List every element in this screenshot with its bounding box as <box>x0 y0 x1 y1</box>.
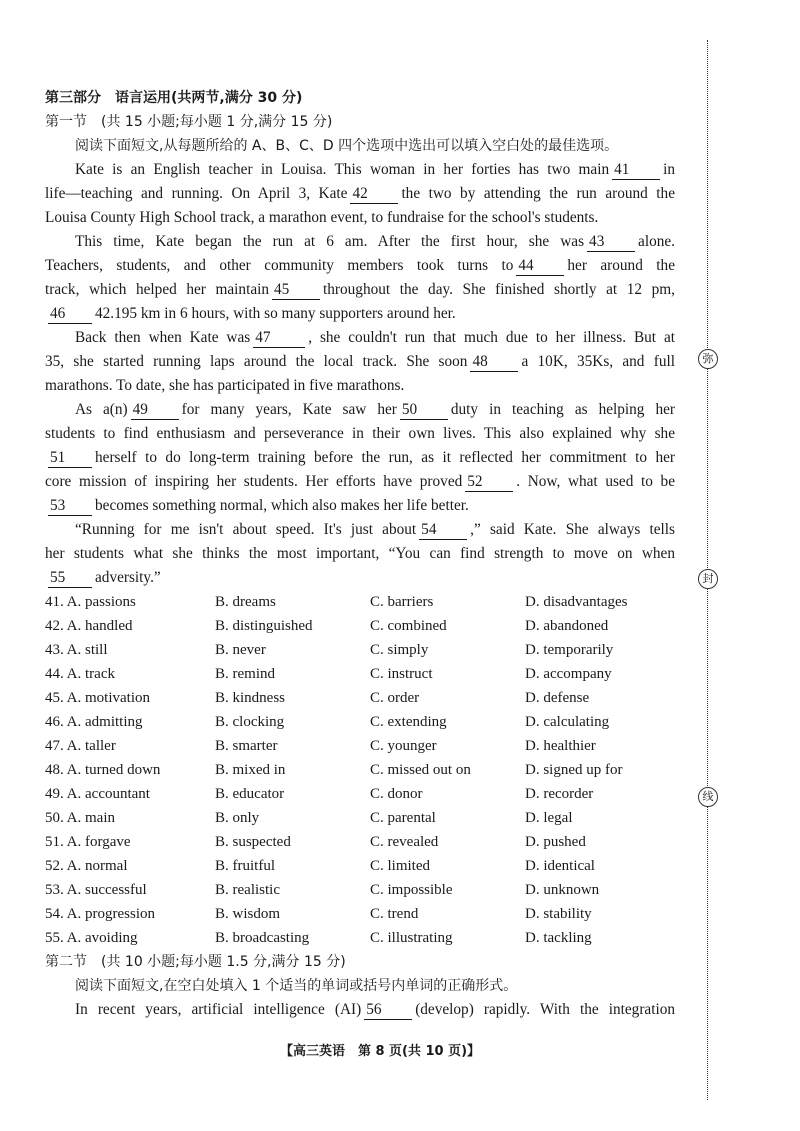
seal-mi: 弥 <box>698 349 718 369</box>
blank-52[interactable]: 52 <box>465 473 513 492</box>
part1-title: 第一节 (共 15 小题;每小题 1 分,满分 15 分) <box>45 114 333 130</box>
blank-43[interactable]: 43 <box>587 233 635 252</box>
option-b[interactable]: B. broadcasting <box>215 930 310 946</box>
blank-47[interactable]: 47 <box>253 329 305 348</box>
option-row <box>45 782 675 806</box>
option-b[interactable]: B. smarter <box>215 738 278 754</box>
option-b[interactable]: B. educator <box>215 786 285 802</box>
option-c[interactable]: C. illustrating <box>370 930 453 946</box>
options-list <box>45 590 675 950</box>
passage-line: track, which helped her maintain 45 throughout the day. She finished shortly at 12 pm, <box>45 281 675 298</box>
option-row <box>45 806 675 830</box>
option-d[interactable]: D. legal <box>525 810 573 826</box>
option-row <box>45 854 675 878</box>
option-b[interactable]: B. mixed in <box>215 762 286 778</box>
passage-line: her students what she thinks the most important, “You can find strength to move on when <box>45 545 675 562</box>
option-row <box>45 758 675 782</box>
passage-line: “Running for me isn't about speed. It's just about 54 ,” said Kate. She always tells <box>75 521 675 538</box>
passage-line: 53 becomes something normal, which also makes her life better. <box>50 497 469 514</box>
passage-line: Back then when Kate was 47 , she couldn't run that much due to her illness. But at <box>75 329 675 346</box>
option-c[interactable]: C. instruct <box>370 666 433 682</box>
blank-42[interactable]: 42 <box>350 185 398 204</box>
option-row <box>45 734 675 758</box>
passage-line: Louisa County High School track, a marathon event, to fundraise for the school's students. <box>45 209 599 226</box>
option-a[interactable]: 41. A. passions <box>45 594 136 610</box>
passage2-line: In recent years, artificial intelligence (AI) 56 (develop) rapidly. With the integration <box>75 1001 676 1018</box>
section-title: 第三部分 语言运用(共两节,满分 30 分) <box>45 90 303 106</box>
option-c[interactable]: C. donor <box>370 786 423 802</box>
part2-instruction: 阅读下面短文,在空白处填入 1 个适当的单词或括号内单词的正确形式。 <box>75 978 518 994</box>
blank-45[interactable]: 45 <box>272 281 320 300</box>
passage-line: 51 herself to do long-term training before the run, as it reflected her commitment to her <box>50 449 675 466</box>
option-b[interactable]: B. wisdom <box>215 906 281 922</box>
option-a[interactable]: 43. A. still <box>45 642 108 658</box>
option-b[interactable]: B. fruitful <box>215 858 275 874</box>
option-c[interactable]: C. combined <box>370 618 447 634</box>
option-a[interactable]: 52. A. normal <box>45 858 128 874</box>
option-a[interactable]: 53. A. successful <box>45 882 147 898</box>
passage-line: marathons. To date, she has participated in five marathons. <box>45 377 405 394</box>
option-d[interactable]: D. recorder <box>525 786 594 802</box>
option-b[interactable]: B. dreams <box>215 594 276 610</box>
option-row <box>45 614 675 638</box>
blank-41[interactable]: 41 <box>612 161 660 180</box>
passage-line: Kate is an English teacher in Louisa. This woman in her forties has two main 41 in <box>75 161 675 178</box>
option-a[interactable]: 46. A. admitting <box>45 714 143 730</box>
option-a[interactable]: 54. A. progression <box>45 906 155 922</box>
part2-title: 第二节 (共 10 小题;每小题 1.5 分,满分 15 分) <box>45 954 346 970</box>
option-row <box>45 638 675 662</box>
passage-line: 35, she started running laps around the local track. She soon 48 a 10K, 35Ks, and full <box>45 353 675 370</box>
option-a[interactable]: 45. A. motivation <box>45 690 150 706</box>
option-d[interactable]: D. abandoned <box>525 618 609 634</box>
part1-instruction: 阅读下面短文,从每题所给的 A、B、C、D 四个选项中选出可以填入空白处的最佳选项。 <box>75 138 619 154</box>
blank-56[interactable]: 56 <box>364 1001 412 1020</box>
option-row <box>45 902 675 926</box>
option-row <box>45 830 675 854</box>
option-a[interactable]: 48. A. turned down <box>45 762 161 778</box>
seal-feng: 封 <box>698 569 718 589</box>
option-row <box>45 686 675 710</box>
option-d[interactable]: D. pushed <box>525 834 586 850</box>
blank-48[interactable]: 48 <box>470 353 518 372</box>
option-d[interactable]: D. healthier <box>525 738 596 754</box>
option-b[interactable]: B. distinguished <box>215 618 313 634</box>
option-a[interactable]: 51. A. forgave <box>45 834 131 850</box>
blank-46[interactable]: 46 <box>48 305 92 324</box>
passage-line: Teachers, students, and other community members took turns to 44 her around the <box>45 257 675 274</box>
option-b[interactable]: B. clocking <box>215 714 285 730</box>
option-c[interactable]: C. barriers <box>370 594 434 610</box>
option-c[interactable]: C. impossible <box>370 882 453 898</box>
option-d[interactable]: D. unknown <box>525 882 600 898</box>
page-footer: 【高三英语 第 8 页(共 10 页)】 <box>279 1044 481 1059</box>
option-a[interactable]: 47. A. taller <box>45 738 116 754</box>
passage-line: This time, Kate began the run at 6 am. After the first hour, she was 43 alone. <box>75 233 675 250</box>
option-row <box>45 662 675 686</box>
option-a[interactable]: 50. A. main <box>45 810 115 826</box>
passage-line: core mission of inspiring her students. Her efforts have proved 52 . Now, what used to be <box>45 473 675 490</box>
blank-50[interactable]: 50 <box>400 401 448 420</box>
option-d[interactable]: D. identical <box>525 858 595 874</box>
option-row <box>45 926 675 950</box>
exam-page <box>45 86 675 1022</box>
option-a[interactable]: 44. A. track <box>45 666 115 682</box>
blank-54[interactable]: 54 <box>419 521 467 540</box>
option-d[interactable]: D. tackling <box>525 930 592 946</box>
option-row <box>45 590 675 614</box>
passage-line: life—teaching and running. On April 3, Kate 42 the two by attending the run around the <box>45 185 675 202</box>
blank-55[interactable]: 55 <box>48 569 92 588</box>
option-d[interactable]: D. temporarily <box>525 642 614 658</box>
option-row <box>45 710 675 734</box>
option-c[interactable]: C. trend <box>370 906 419 922</box>
passage-line: 46 42.195 km in 6 hours, with so many supporters around her. <box>50 305 456 322</box>
passage-line: As a(n) 49 for many years, Kate saw her 50 duty in teaching as helping her <box>75 401 676 418</box>
option-c[interactable]: C. parental <box>370 810 436 826</box>
option-a[interactable]: 49. A. accountant <box>45 786 150 802</box>
option-c[interactable]: C. extending <box>370 714 447 730</box>
passage-line: 55 adversity.” <box>50 569 161 586</box>
seal-xian: 线 <box>698 787 718 807</box>
option-row <box>45 878 675 902</box>
option-b[interactable]: B. only <box>215 810 260 826</box>
option-b[interactable]: B. realistic <box>215 882 280 898</box>
option-a[interactable]: 55. A. avoiding <box>45 930 138 946</box>
option-b[interactable]: B. kindness <box>215 690 286 706</box>
option-c[interactable]: C. limited <box>370 858 430 874</box>
option-c[interactable]: C. order <box>370 690 420 706</box>
option-d[interactable]: D. calculating <box>525 714 610 730</box>
option-c[interactable]: C. simply <box>370 642 429 658</box>
blank-44[interactable]: 44 <box>516 257 564 276</box>
blank-51[interactable]: 51 <box>48 449 92 468</box>
option-d[interactable]: D. defense <box>525 690 590 706</box>
option-b[interactable]: B. suspected <box>215 834 291 850</box>
blank-53[interactable]: 53 <box>48 497 92 516</box>
option-d[interactable]: D. signed up for <box>525 762 623 778</box>
option-d[interactable]: D. disadvantages <box>525 594 628 610</box>
option-a[interactable]: 42. A. handled <box>45 618 133 634</box>
passage-line: students to find enthusiasm and perseverance in their own lives. This also explained why she <box>45 425 675 442</box>
option-d[interactable]: D. accompany <box>525 666 612 682</box>
option-c[interactable]: C. revealed <box>370 834 439 850</box>
option-b[interactable]: B. never <box>215 642 266 658</box>
blank-49[interactable]: 49 <box>131 401 179 420</box>
option-b[interactable]: B. remind <box>215 666 275 682</box>
option-c[interactable]: C. younger <box>370 738 437 754</box>
option-d[interactable]: D. stability <box>525 906 592 922</box>
option-c[interactable]: C. missed out on <box>370 762 471 778</box>
